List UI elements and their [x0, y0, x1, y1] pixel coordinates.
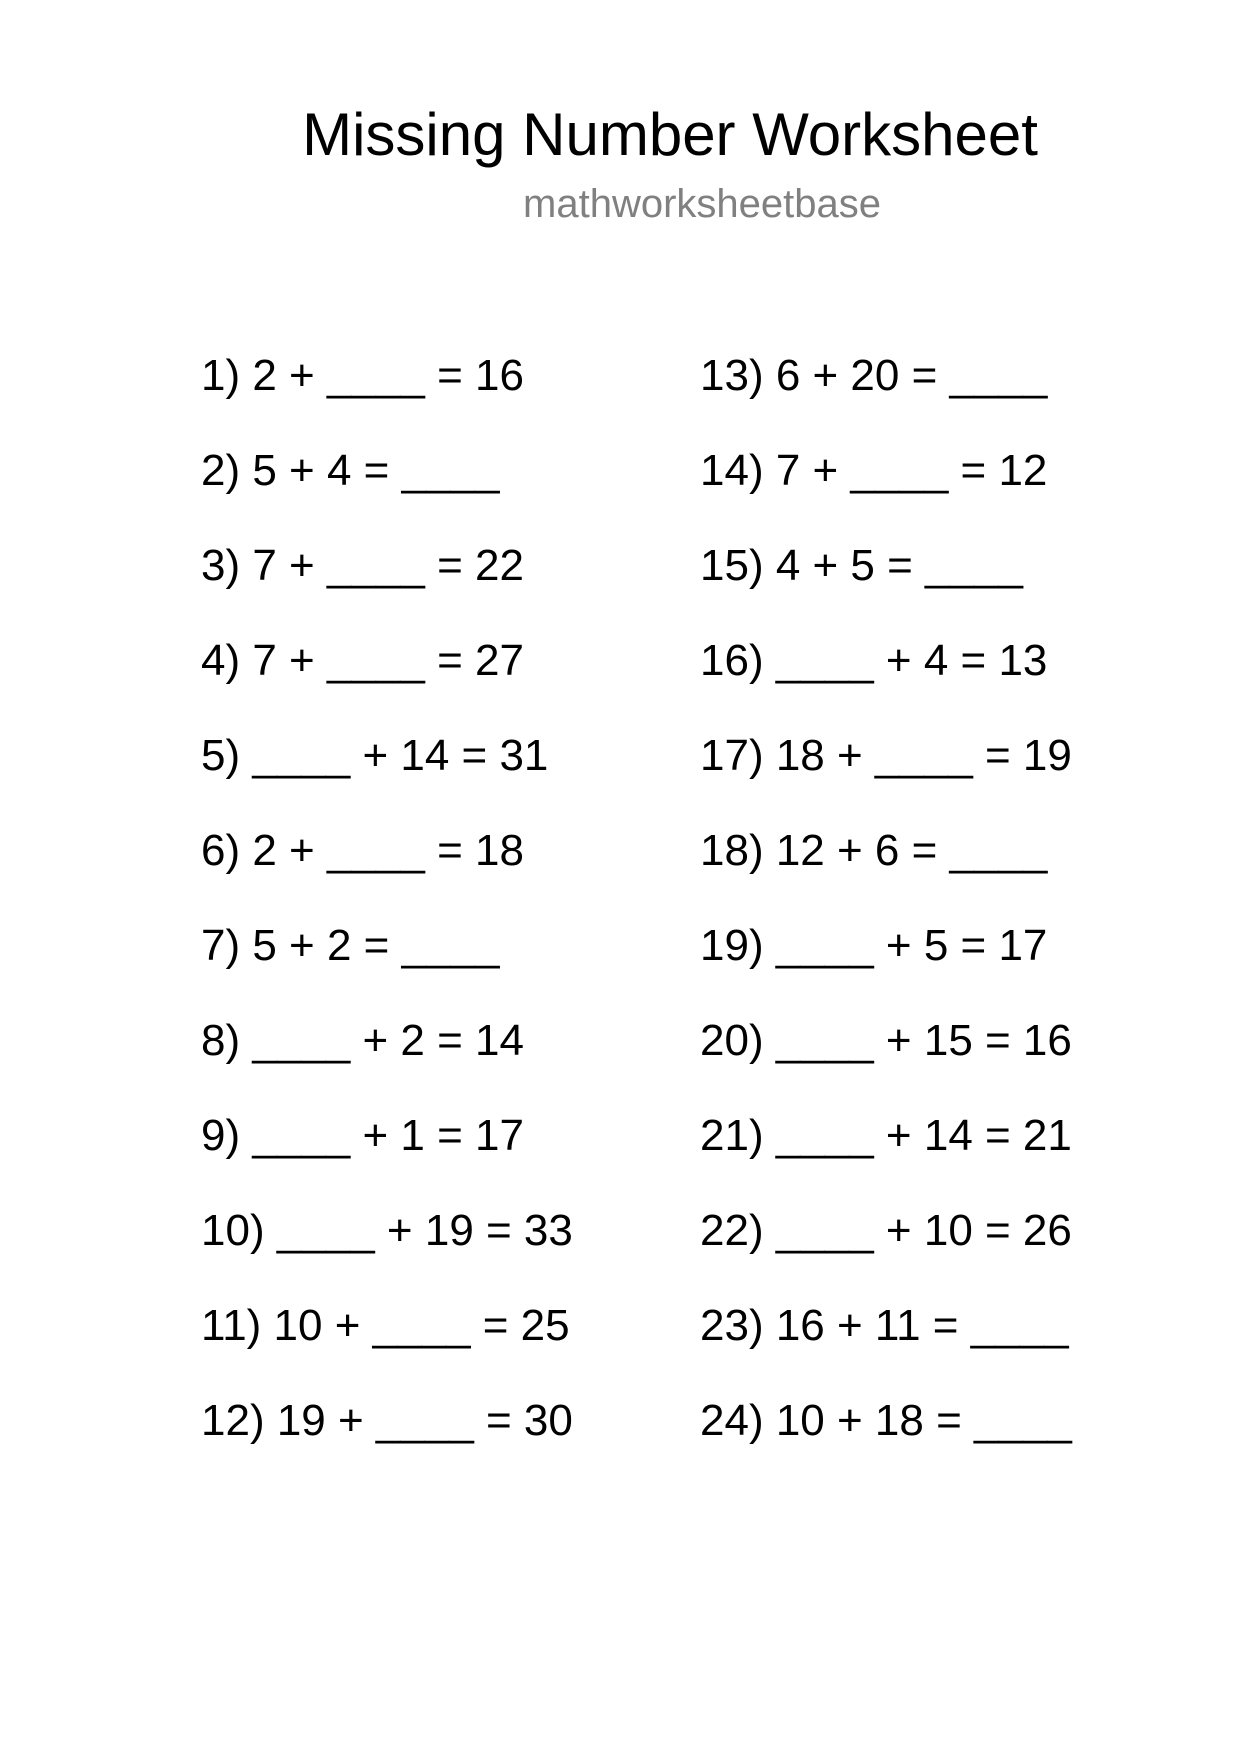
problem-18: 18) 12 + 6 = ____: [700, 826, 1048, 875]
problem-11: 11) 10 + ____ = 25: [201, 1301, 570, 1350]
problem-12: 12) 19 + ____ = 30: [201, 1396, 573, 1445]
problem-14: 14) 7 + ____ = 12: [700, 446, 1048, 495]
problem-8: 8) ____ + 2 = 14: [201, 1016, 524, 1065]
problem-23: 23) 16 + 11 = ____: [700, 1301, 1069, 1350]
problem-7: 7) 5 + 2 = ____: [201, 921, 500, 970]
problem-24: 24) 10 + 18 = ____: [700, 1396, 1072, 1445]
problem-13: 13) 6 + 20 = ____: [700, 351, 1048, 400]
problem-10: 10) ____ + 19 = 33: [201, 1206, 573, 1255]
problem-2: 2) 5 + 4 = ____: [201, 446, 500, 495]
problem-19: 19) ____ + 5 = 17: [700, 921, 1048, 970]
problem-20: 20) ____ + 15 = 16: [700, 1016, 1072, 1065]
worksheet-title: Missing Number Worksheet: [302, 101, 1038, 168]
worksheet-source: mathworksheetbase: [523, 182, 881, 226]
problem-17: 17) 18 + ____ = 19: [700, 731, 1072, 780]
problem-5: 5) ____ + 14 = 31: [201, 731, 549, 780]
problem-21: 21) ____ + 14 = 21: [700, 1111, 1072, 1160]
problem-4: 4) 7 + ____ = 27: [201, 636, 524, 685]
problem-9: 9) ____ + 1 = 17: [201, 1111, 524, 1160]
problem-1: 1) 2 + ____ = 16: [201, 351, 524, 400]
problem-16: 16) ____ + 4 = 13: [700, 636, 1048, 685]
problem-15: 15) 4 + 5 = ____: [700, 541, 1023, 590]
problem-column-right: [700, 350, 1072, 1490]
problem-6: 6) 2 + ____ = 18: [201, 826, 524, 875]
problem-3: 3) 7 + ____ = 22: [201, 541, 524, 590]
problem-22: 22) ____ + 10 = 26: [700, 1206, 1072, 1255]
problem-column-left: [201, 350, 573, 1490]
